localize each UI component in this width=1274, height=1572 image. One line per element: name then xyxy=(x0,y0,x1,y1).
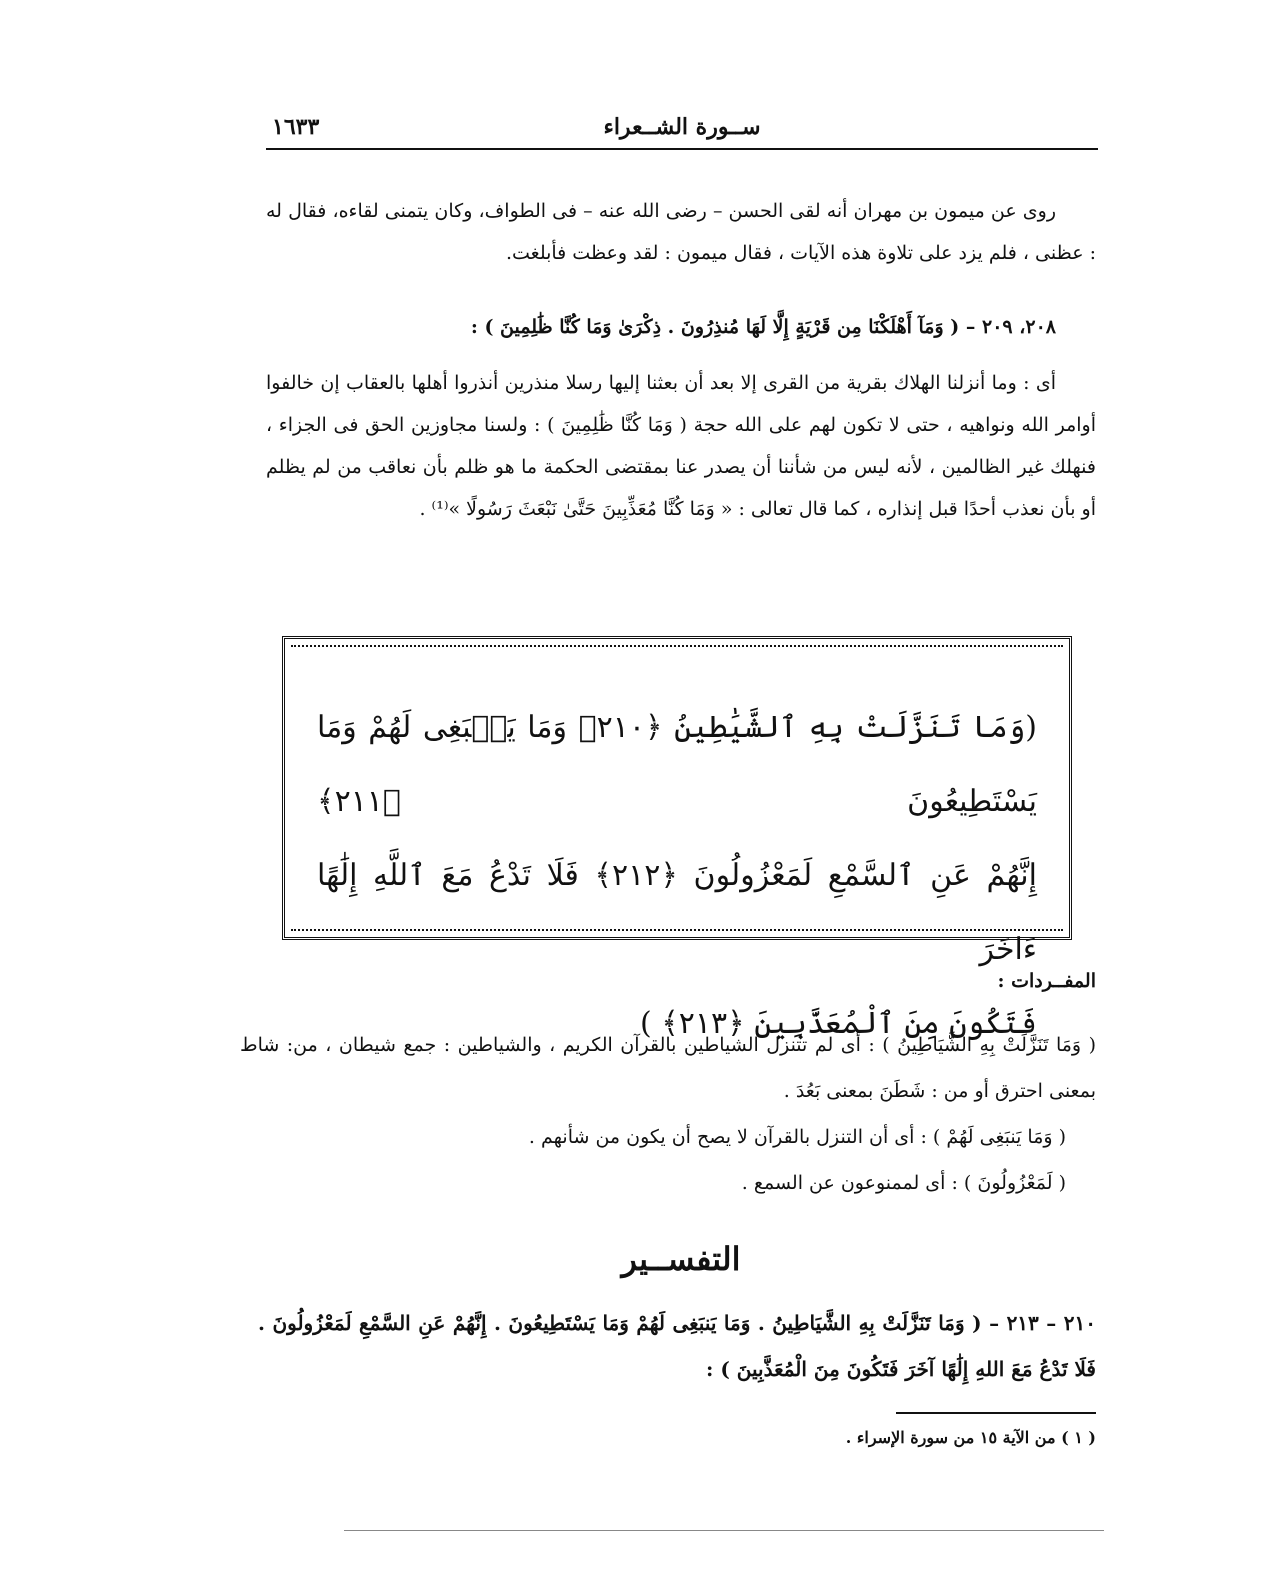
quran-line-2: إِنَّهُمْ عَنِ ٱلسَّمْعِ لَمَعْزُولُونَ ﴿٢١٢﴾ فَلَا تَدْعُ مَعَ ٱللَّهِ إِلَٰهًا ءَاخَرَ xyxy=(317,858,1037,967)
vocabulary-item: ( وَمَا يَنبَغِى لَهُمْ ) : أى أن التنزل بالقرآن لا يصح أن يكون من شأنهم . xyxy=(528,1126,1066,1148)
quran-line-3: فَتَكُونَ مِنَ ٱلْمُعَذَّبِينَ ﴿٢١٣﴾ ) xyxy=(639,1006,1037,1041)
vocabulary-list xyxy=(240,1022,1096,1206)
intro-paragraph: روى عن ميمون بن مهران أنه لقى الحسن – رضى الله عنه – فى الطواف، وكان يتمنى لقاءه، فقال له : عظنى ، فلم يزد على تلاوة هذه الآيات ، فقال ميمون : لقد وعظت فأبلغت. xyxy=(266,200,1096,264)
footnote: ( ١ ) من الآية ١٥ من سورة الإسراء . xyxy=(845,1428,1096,1447)
bottom-divider xyxy=(344,1530,1104,1531)
quran-line-1: (وَمَا تَنَزَّلَتْ بِهِ ٱلشَّيَٰطِينُ ﴿٢١٠﴾ وَمَا يَنۢبَغِى لَهُمْ وَمَا يَسْتَطِيعُونَ ﴿٢١١﴾ xyxy=(317,710,1037,819)
quran-verse-lines xyxy=(317,691,1037,1061)
vocabulary-item: ( وَمَا تَنَزَّلَتْ بِهِ الشَّيَاطِينُ ) : أى لم تتنزل الشياطين بالقرآن الكريم ، والشياطين : جمع شيطان ، من: شاط بمعنى احترق أو من : شَطَنَ بمعنى بَعُدَ . xyxy=(240,1034,1096,1102)
surah-title: ســورة الشــعراء xyxy=(603,114,761,140)
vocabulary-heading: المفــردات : xyxy=(997,970,1096,992)
page-number: ١٦٣٣ xyxy=(272,114,320,140)
vocabulary-item: ( لَمَعْزُولُونَ ) : أى لممنوعون عن السمع . xyxy=(741,1172,1066,1194)
tafsir-text: ٢١٠ – ٢١٣ – ( وَمَا تَنَزَّلَتْ بِهِ الشَّيَاطِينُ . وَمَا يَنبَغِى لَهُمْ وَمَا يَسْتَطِيعُونَ . إِنَّهُمْ عَنِ السَّمْعِ لَمَعْزُولُونَ . فَلَا تَدْعُ مَعَ اللهِ إِلَٰهًا آخَرَ فَتَكُونَ مِنَ الْمُعَذَّبِينَ ) : xyxy=(258,1311,1096,1381)
page-header xyxy=(266,108,1098,150)
verses-heading-208-209: ٢٠٨، ٢٠٩ – ( وَمَآ أَهْلَكْنَا مِن قَرْيَةٍ إِلَّا لَهَا مُنذِرُونَ . ذِكْرَىٰ وَمَا كُنَّا ظَٰلِمِينَ ) : xyxy=(470,316,1056,338)
tafsir-heading: التفســير xyxy=(621,1240,741,1278)
explanation-paragraph: أى : وما أنزلنا الهلاك بقرية من القرى إلا بعد أن بعثنا إليها رسلا منذرين أنذروا أهلها بالعقاب إن خالفوا أوامر الله ونواهيه ، حتى لا تكون لهم على الله حجة ( وَمَا كُنَّا ظَٰلِمِينَ ) : ولسنا مجاوزين الحق فى الجزاء ، فنهلك غير الظالمين ، لأنه ليس من شأننا أن يصدر عنا بمقتضى الحكمة ما هو ظلم بأن نعاقب من لم يظلم أو بأن نعذب أحدًا قبل إنذاره ، كما قال تعالى : « وَمَا كُنَّا مُعَذِّبِينَ حَتَّىٰ نَبْعَثَ رَسُولًا »⁽¹⁾ . xyxy=(266,372,1096,520)
footnote-divider xyxy=(896,1412,1096,1414)
